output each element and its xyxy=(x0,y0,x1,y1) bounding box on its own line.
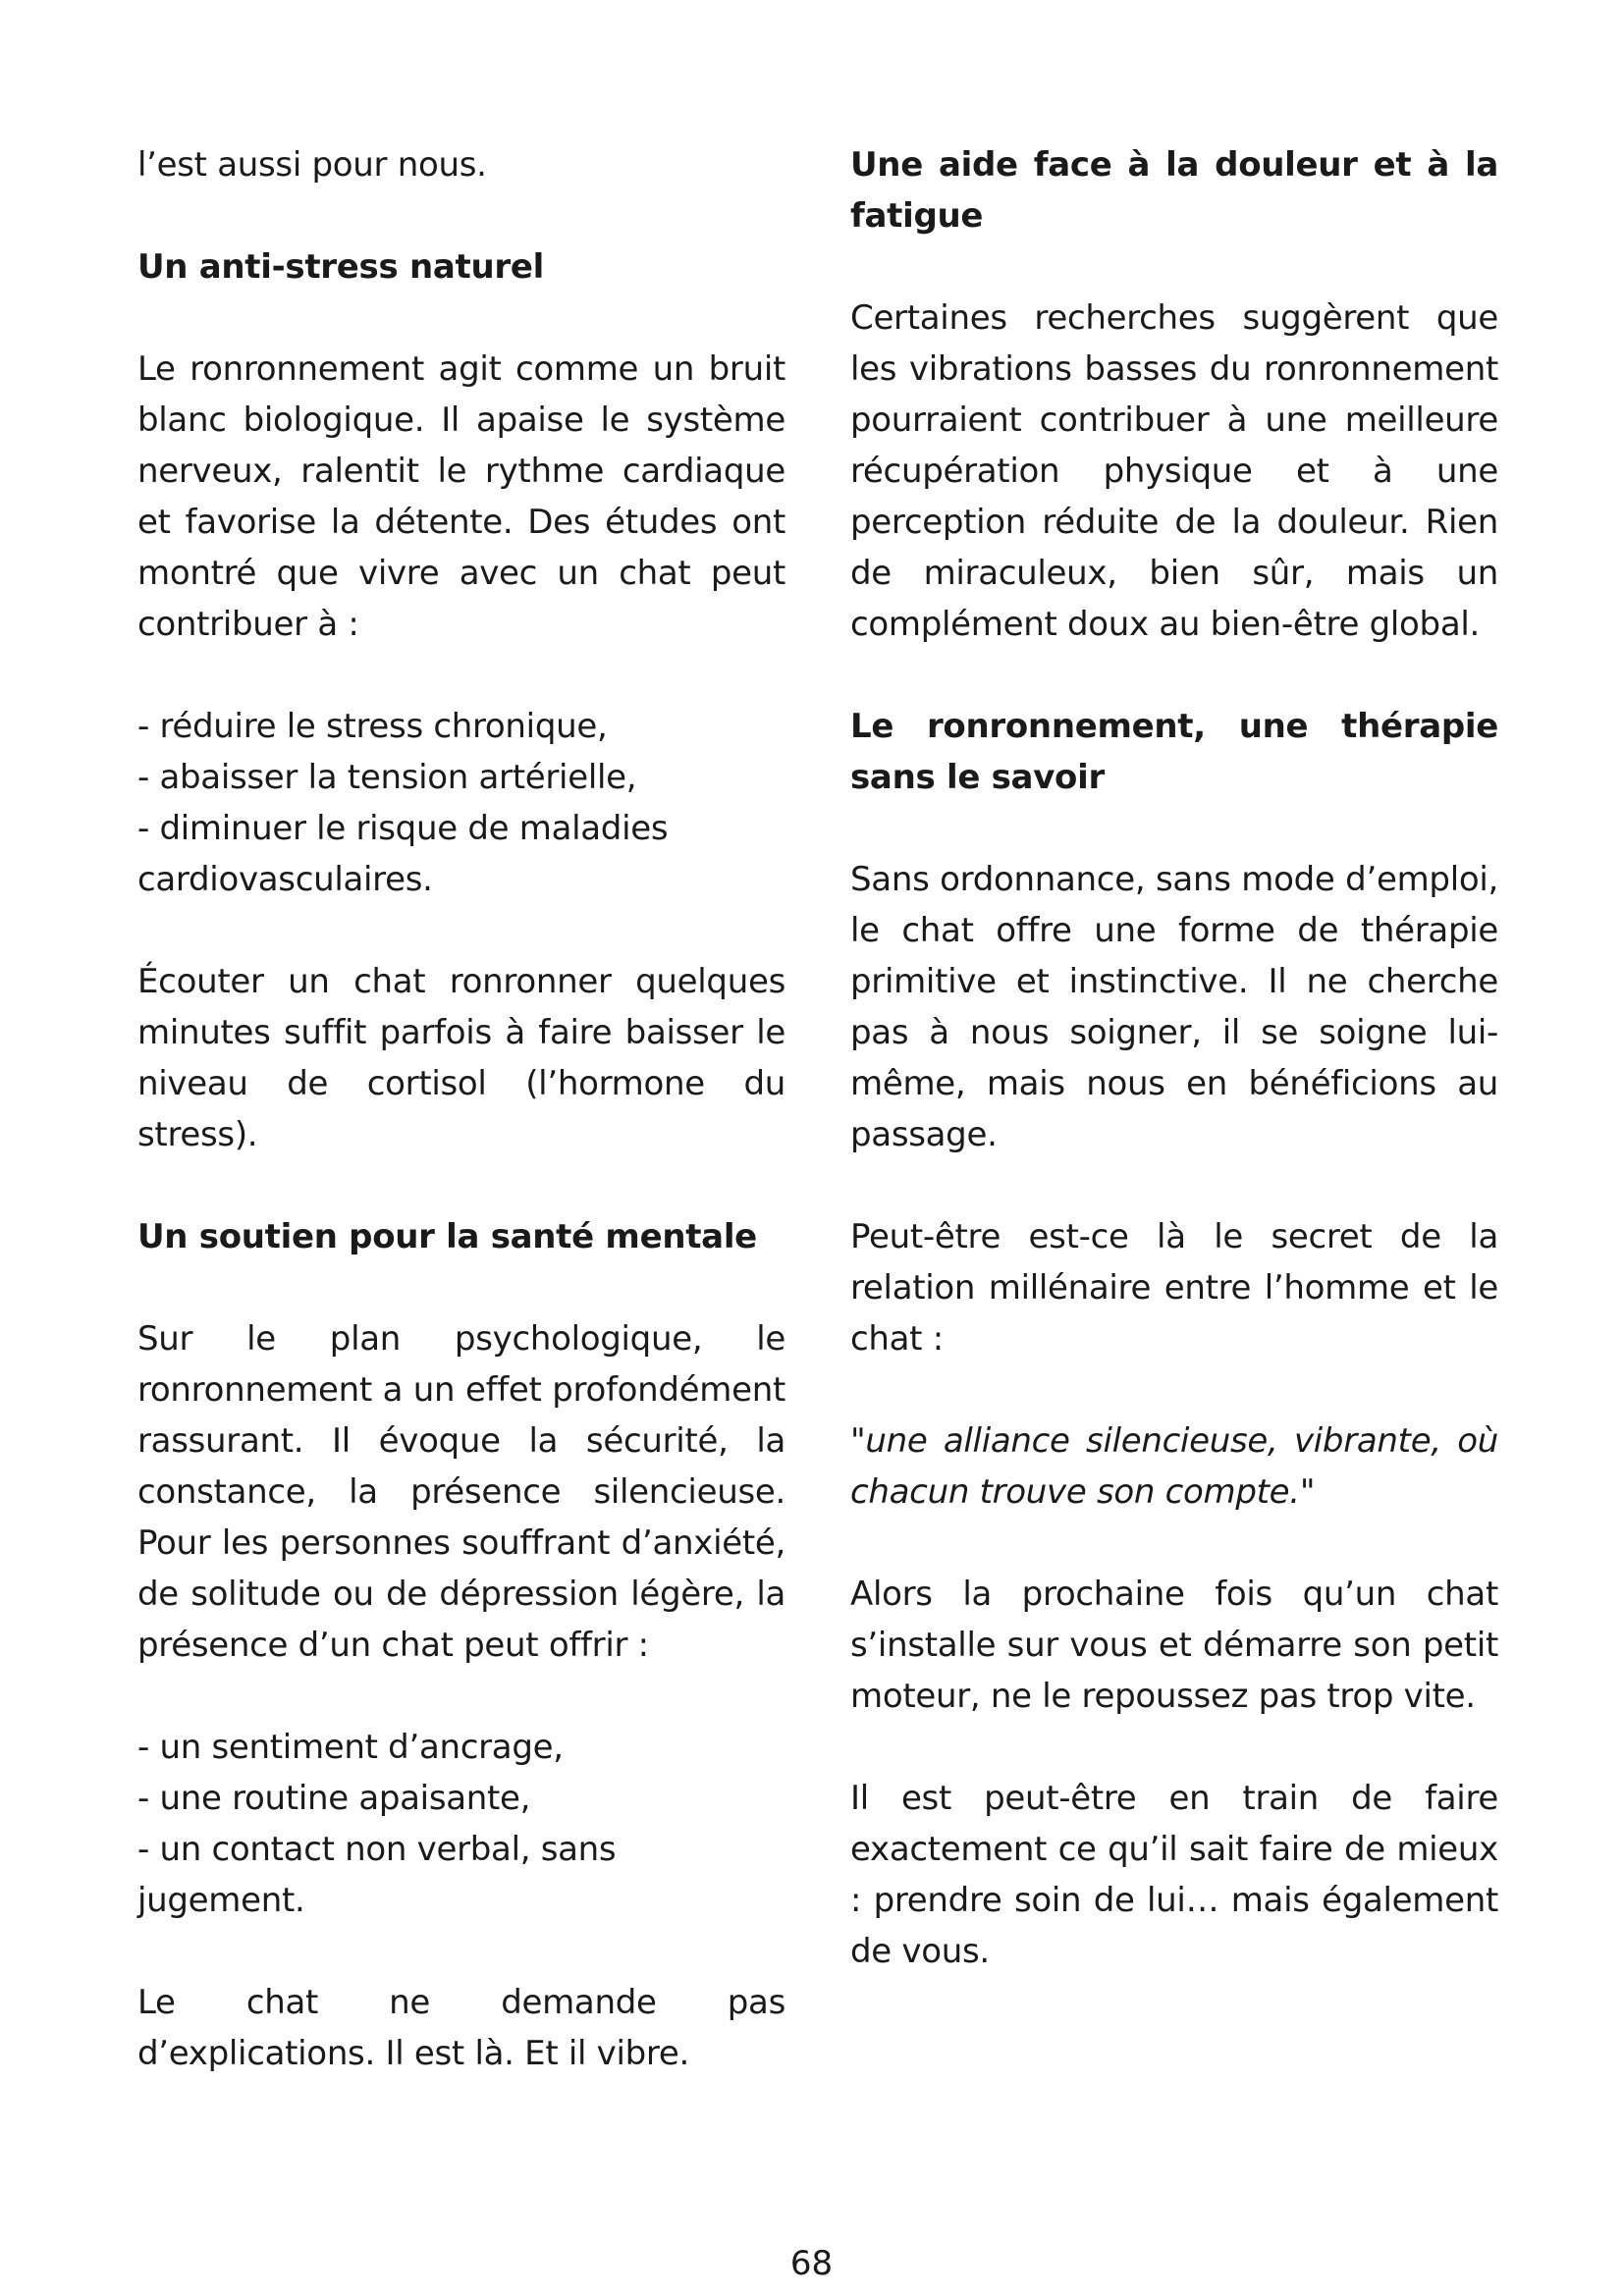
quote-text: une alliance silencieuse, vibrante, où chacun trouve son compte. xyxy=(850,1421,1498,1512)
paragraph-pain-fatigue: Certaines recherches suggèrent que les vibrations basses du ronronnement pourraient contribuer à une meilleure récupération physique et à une perception réduite de la douleur. Rien de miraculeux, bien sûr, mais un complément doux au bien-être global. xyxy=(850,298,1498,644)
quote xyxy=(850,1415,1498,1518)
paragraph-relation: Peut-être est-ce là le secret de la relation millénaire entre l’homme et le chat : xyxy=(850,1217,1498,1359)
paragraph-conclusion: Il est peut-être en train de faire exactement ce qu’il sait faire de mieux : prendre soin de lui… mais également de vous. xyxy=(850,1779,1498,1971)
quote-close-mark: " xyxy=(1299,1472,1316,1512)
heading-mental-health: Un soutien pour la santé mentale xyxy=(137,1217,757,1256)
list-item: - un sentiment d’ancrage, xyxy=(137,1728,564,1767)
list-item: - réduire le stress chronique, xyxy=(137,707,608,746)
heading-anti-stress: Un anti-stress naturel xyxy=(137,247,544,287)
heading-therapy: Le ronronnement, une thérapie sans le savoir xyxy=(850,707,1498,797)
list-anti-stress xyxy=(137,701,785,905)
paragraph-cortisol: Écouter un chat ronronner quelques minutes suffit parfois à faire baisser le niveau de cortisol (l’hormone du stress). xyxy=(137,962,785,1154)
list-item: - un contact non verbal, sans jugement. xyxy=(137,1830,617,1920)
quote-open-mark: " xyxy=(850,1421,866,1461)
right-column xyxy=(850,139,1498,2028)
left-column xyxy=(137,139,785,2130)
paragraph-cat-vibrates xyxy=(137,1977,785,2079)
list-item: - une routine apaisante, xyxy=(137,1779,531,1818)
list-item: - diminuer le risque de maladies cardiovasculaires. xyxy=(137,809,669,899)
paragraph-next-time: Alors la prochaine fois qu’un chat s’installe sur vous et démarre son petit moteur, ne le repoussez pas trop vite. xyxy=(850,1575,1498,1716)
paragraph-line: Le chat ne demande pas xyxy=(137,1983,785,2022)
list-mental-health xyxy=(137,1722,785,1926)
paragraph-anti-stress: Le ronronnement agit comme un bruit blanc biologique. Il apaise le système nerveux, ralentit le rythme cardiaque et favorise la détente. Des études ont montré que vivre avec un chat peut contribuer à : xyxy=(137,349,785,644)
paragraph-mental-health: Sur le plan psychologique, le ronronnement a un effet profondément rassurant. Il évoque la sécurité, la constance, la présence silencieuse. Pour les personnes souffrant d’anxiété, de solitude ou de dépression légère, la présence d’un chat peut offrir : xyxy=(137,1319,785,1665)
intro-text: l’est aussi pour nous. xyxy=(137,145,487,185)
paragraph-therapy: Sans ordonnance, sans mode d’emploi, le chat offre une forme de thérapie primitive et instinctive. Il ne cherche pas à nous soigner, il se soigne lui-même, mais nous en bénéficions au passage. xyxy=(850,860,1498,1154)
page-number: 68 xyxy=(789,2244,834,2283)
list-item: - abaisser la tension artérielle, xyxy=(137,758,637,797)
heading-pain-fatigue: Une aide face à la douleur et à la fatigue xyxy=(850,145,1498,236)
paragraph-line: d’explications. Il est là. Et il vibre. xyxy=(137,2034,689,2073)
